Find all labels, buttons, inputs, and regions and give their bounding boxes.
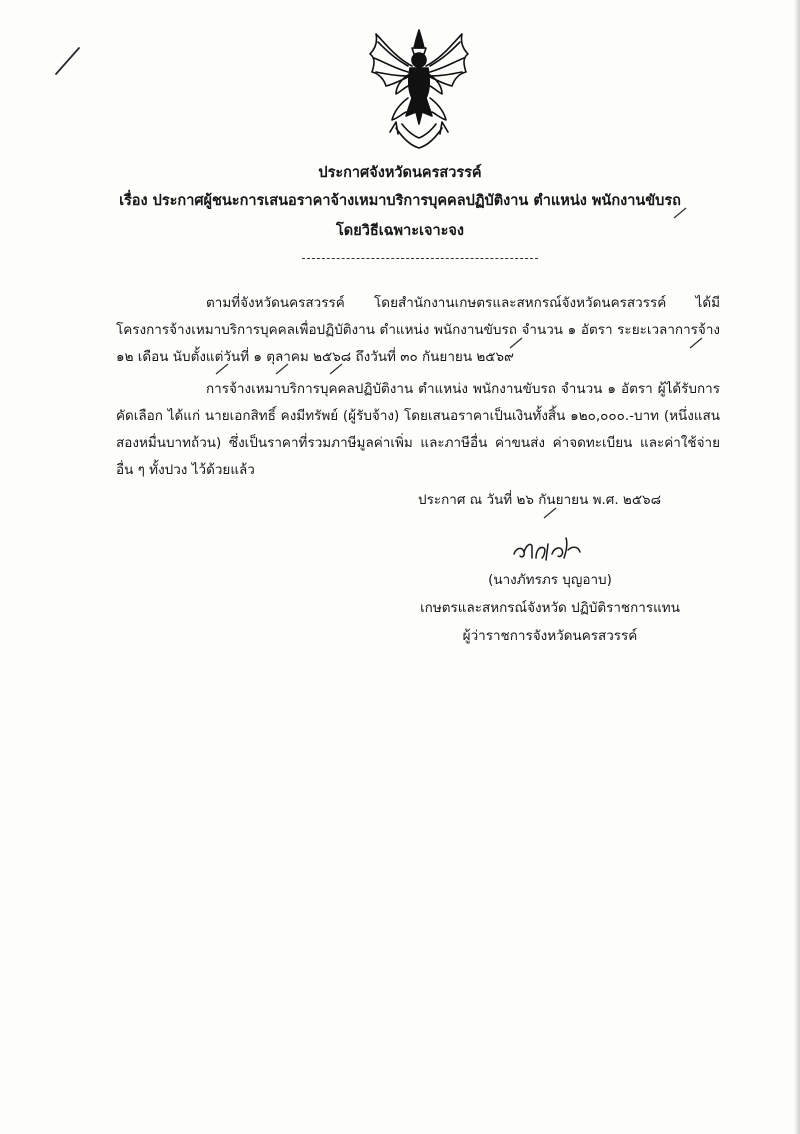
pen-stroke-mark <box>52 44 82 78</box>
pen-tick-mark <box>214 362 230 376</box>
pen-tick-mark <box>274 362 290 376</box>
title-divider <box>302 258 538 259</box>
body-paragraph-1: ตามที่จังหวัดนครสวรรค์ โดยสำนักงานเกษตรและสหกรณ์จังหวัดนครสวรรค์ ได้มีโครงการจ้างเหมาบริการบุคคลเพื่อปฏิบัติงาน ตำแหน่ง พนักงานขับรถ จำนวน ๑ อัตรา ระยะเวลาการจ้าง ๑๒ เดือน นับตั้งแต่วันที่ ๑ ตุลาคม ๒๕๖๘ ถึงวันที่ ๓๐ กันยายน ๒๕๖๙ <box>116 295 720 365</box>
pen-tick-mark <box>542 506 558 520</box>
signatory-title: เกษตรและสหกรณ์จังหวัด ปฏิบัติราชการแทน <box>420 600 680 616</box>
announcement-date: ประกาศ ณ วันที่ ๒๖ กันยายน พ.ศ. ๒๕๖๘ <box>418 492 662 508</box>
scan-edge-shadow <box>794 0 800 1134</box>
pen-tick-mark <box>328 362 344 376</box>
announcement-subject: เรื่อง ประกาศผู้ชนะการเสนอราคาจ้างเหมาบริการบุคคลปฏิบัติงาน ตำแหน่ง พนักงานขับรถ <box>119 193 681 209</box>
announcement-title: ประกาศจังหวัดนครสวรรค์ <box>318 165 482 181</box>
pen-tick-mark <box>508 336 524 350</box>
pen-tick-mark <box>672 206 688 220</box>
body-paragraph-2: การจ้างเหมาบริการบุคคลปฏิบัติงาน ตำแหน่ง พนักงานขับรถ จำนวน ๑ อัตรา ผู้ได้รับการคัดเลือก ได้แก่ นายเอกสิทธิ์ คงมีทรัพย์ (ผู้รับจ้าง) โดยเสนอราคาเป็นเงินทั้งสิ้น ๑๒๐,๐๐๐.-บาท (หนึ่งแสนสองหมื่นบาทถ้วน) ซึ่งเป็นราคาที่รวมภาษีมูลค่าเพิ่ม และภาษีอื่น ค่าขนส่ง ค่าจดทะเบียน และค่าใช้จ่ายอื่น ๆ ทั้งปวง ไว้ด้วยแล้ว <box>116 381 720 478</box>
procurement-method: โดยวิธีเฉพาะเจาะจง <box>336 223 464 239</box>
signatory-name: (นางภัทรภร บุญอาบ) <box>488 572 612 588</box>
pen-tick-mark <box>688 336 704 350</box>
garuda-emblem-icon <box>366 28 472 152</box>
signatory-title-governor: ผู้ว่าราชการจังหวัดนครสวรรค์ <box>462 628 638 644</box>
handwritten-signature <box>508 530 588 566</box>
